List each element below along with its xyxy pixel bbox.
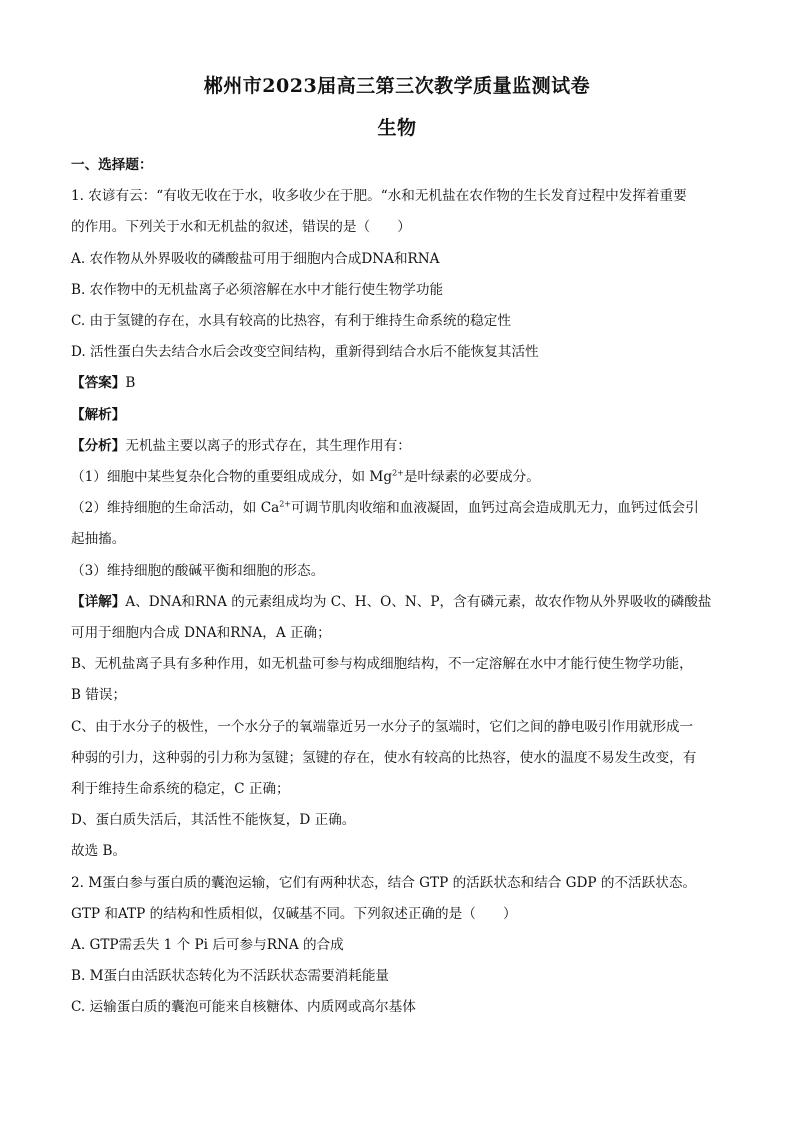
q2-option-b: B. M蛋白由活跃状态转化为不活跃状态需要消耗能量 [71, 968, 390, 985]
section-heading: 一、选择题： [71, 157, 153, 173]
q1-detail-c1: C、由于水分子的极性，一个水分子的氧端靠近另一水分子的氢端时，它们之间的静电吸引作用就形成一 [71, 718, 694, 735]
fenxi-text: 无机盐主要以离子的形式存在，其生理作用有： [125, 437, 411, 454]
q1-fenxi [71, 431, 723, 462]
q1-stem-line1: 1. 农谚有云：“有收无收在于水，收多收少在于肥。“水和无机盐在农作物的生长发育过程中发挥着重要 [71, 188, 687, 205]
analysis-tag: 【解析】 [71, 406, 126, 423]
answer-tag: 【答案】 [71, 375, 126, 392]
fenxi-tag: 【分析】 [71, 437, 126, 454]
point1-post: 是叶绿素的必要成分。 [403, 469, 540, 486]
q2-option-a: A. GTP需丢失 1 个 Pi 后可参与RNA 的合成 [71, 937, 344, 954]
q1-answer [71, 368, 723, 399]
answer-value: B [125, 375, 136, 392]
q1-detail-c2: 种弱的引力，这种弱的引力称为氢键；氢键的存在，使水有较高的比热容，使水的温度不易发生改变，有 [71, 749, 697, 766]
q1-point2 [71, 493, 723, 524]
q1-detail-d: D、蛋白质失活后，其活性不能恢复，D 正确。 [71, 812, 356, 829]
q1-option-a: A. 农作物从外界吸收的磷酸盐可用于细胞内合成DNA和RNA [71, 250, 440, 267]
q1-option-d: D. 活性蛋白失去结合水后会改变空间结构，重新得到结合水后不能恢复其活性 [71, 344, 539, 361]
q1-detail-a2: 可用于细胞内合成 DNA和RNA，A 正确； [71, 625, 331, 642]
point1-pre: （1）细胞中某些复杂化合物的重要组成成分，如 Mg [71, 469, 393, 486]
q2-option-c: C. 运输蛋白质的囊泡可能来自核糖体、内质网或高尔基体 [71, 999, 416, 1016]
exam-title: 郴州市2023届高三第三次教学质量监测试卷 [203, 75, 591, 97]
point2-sup: 2+ [279, 499, 291, 509]
subject-title: 生物 [377, 117, 417, 139]
q2-stem-line1: 2. M蛋白参与蛋白质的囊泡运输，它们有两种状态，结合 GTP 的活跃状态和结合 GDP 的不活跃状态。 [71, 874, 697, 891]
q1-detail-b2: B 错误； [71, 687, 127, 704]
q2-stem-line2: GTP 和ATP 的结构和性质相似，仅碱基不同。下列叙述正确的是（ ） [71, 905, 517, 922]
point2-post: 可调节肌肉收缩和血液凝固，血钙过高会造成肌无力，血钙过低会引 [291, 500, 699, 517]
q1-conclusion: 故选 B。 [71, 843, 127, 860]
q1-detail-a1 [71, 587, 723, 618]
q1-analysis-tag [71, 400, 723, 431]
q1-point3: （3）维持细胞的酸碱平衡和细胞的形态。 [71, 562, 325, 579]
exam-content [71, 150, 723, 1024]
q1-point1 [71, 462, 723, 493]
q1-detail-c3: 利于维持生命系统的稳定，C 正确； [71, 781, 290, 798]
detail-a1-text: A、DNA和RNA 的元素组成均为 C、H、O、N、P，含有磷元素，故农作物从外界吸收的磷酸盐 [125, 593, 712, 610]
q1-option-c: C. 由于氢键的存在，水具有较高的比热容，有利于维持生命系统的稳定性 [71, 313, 511, 330]
detail-tag: 【详解】 [71, 593, 126, 610]
point2-pre: （2）维持细胞的生命活动，如 Ca [71, 500, 280, 517]
q1-stem-line2: 的作用。下列关于水和无机盐的叙述，错误的是（ ） [71, 219, 411, 236]
q1-option-b: B. 农作物中的无机盐离子必须溶解在水中才能行使生物学功能 [71, 281, 444, 298]
q1-detail-b1: B、无机盐离子具有多种作用，如无机盐可参与构成细胞结构，不一定溶解在水中才能行使生物学功能， [71, 656, 693, 673]
q1-point2-cont: 起抽搐。 [71, 531, 126, 548]
point1-sup: 2+ [392, 468, 404, 478]
